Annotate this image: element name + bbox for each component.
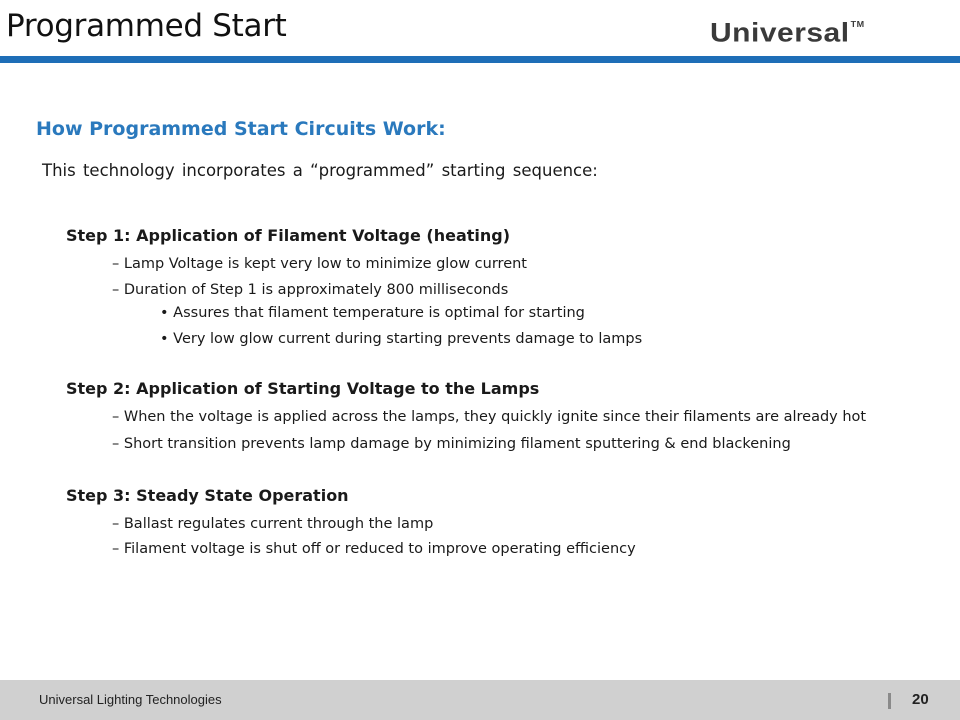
footer-bar: [0, 680, 960, 720]
trademark-mark: TM: [850, 19, 865, 29]
step-3-line-2: – Filament voltage is shut off or reduced to improve operating efficiency: [112, 541, 636, 557]
step-1-line-2: – Duration of Step 1 is approximately 800 milliseconds: [112, 282, 509, 298]
intro-text: This technology incorporates a “programmed” starting sequence:: [42, 161, 598, 180]
step-2-line-1: – When the voltage is applied across the lamps, they quickly ignite since their filaments are already hot: [112, 409, 867, 425]
step-3-title: Step 3: Steady State Operation: [66, 486, 349, 505]
step-1-line-1: – Lamp Voltage is kept very low to minimize glow current: [112, 256, 527, 272]
universal-logo: [710, 18, 865, 49]
step-2-line-2: – Short transition prevents lamp damage by minimizing filament sputtering & end blackening: [112, 436, 791, 452]
step-1-bullet-2: • Very low glow current during starting prevents damage to lamps: [160, 331, 643, 347]
step-2-title: Step 2: Application of Starting Voltage to the Lamps: [66, 379, 540, 398]
step-1-title: Step 1: Application of Filament Voltage (heating): [66, 226, 511, 245]
section-heading: How Programmed Start Circuits Work:: [36, 118, 446, 140]
footer-divider: [888, 693, 891, 709]
slide-title: Programmed Start: [6, 8, 287, 44]
title-divider: [0, 56, 960, 63]
step-1-bullet-1: • Assures that filament temperature is optimal for starting: [160, 305, 585, 321]
footer-company: Universal Lighting Technologies: [39, 692, 222, 707]
step-3-line-1: – Ballast regulates current through the lamp: [112, 516, 434, 532]
logo-text: Universal: [710, 18, 850, 48]
page-number: 20: [912, 691, 929, 708]
